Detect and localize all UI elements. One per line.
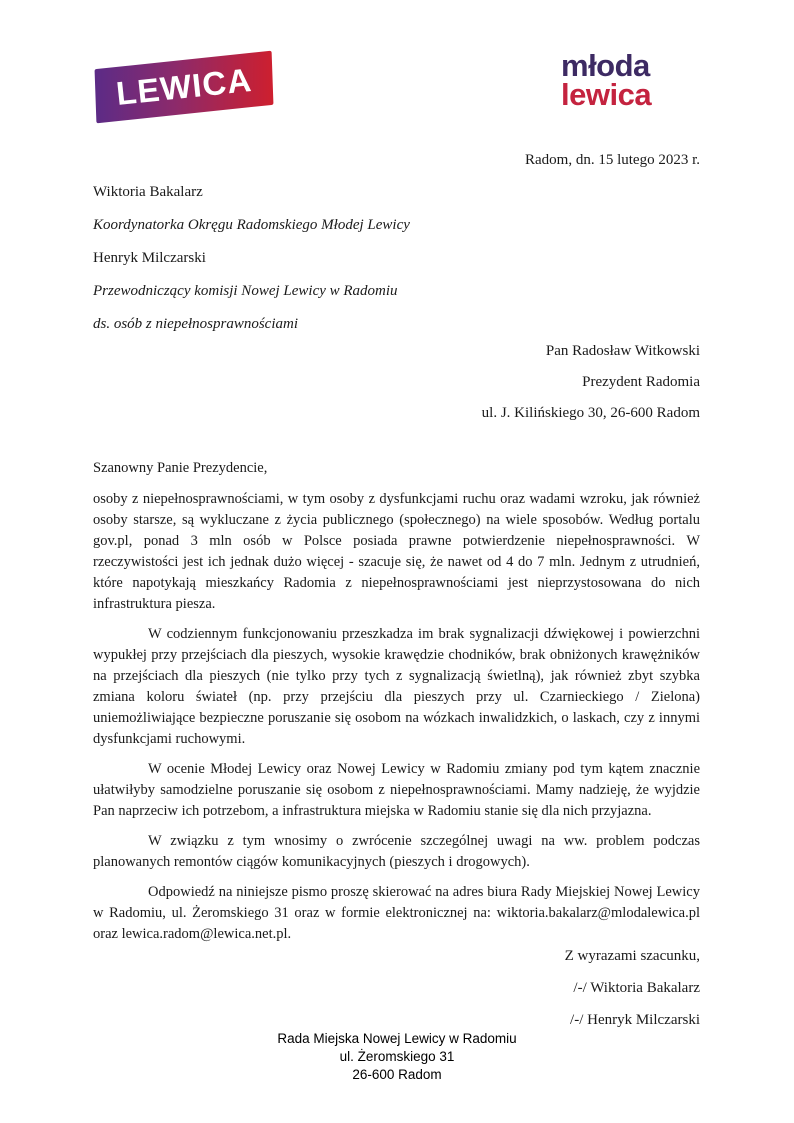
sender-role-2a: Przewodniczący komisji Nowej Lewicy w Radomiu bbox=[93, 283, 398, 299]
sender-name-1: Wiktoria Bakalarz bbox=[93, 184, 203, 200]
mloda-lewica-logo bbox=[561, 48, 652, 112]
paragraph-1: osoby z niepełnosprawnościami, w tym osoby z dysfunkcjami ruchu oraz wadami wzroku, jak również osoby starsze, są wykluczane z życia publicznego (społecznego) na wiele sposobów. Według portalu gov.pl, ponad 3 mln osób w Polsce posiada prawne potwierdzenie niepełnosprawności. W rzeczywistości jest ich jednak dużo więcej - szacuje się, że nawet od 4 do 7 mln. Jednym z utrudnień, które napotykają mieszkańcy Radomia z niepełnosprawnościami jest nieprzystosowana do nich infrastruktura piesza. bbox=[93, 491, 700, 612]
signature-2: /-/ Henryk Milczarski bbox=[570, 1012, 700, 1028]
closing-block bbox=[565, 936, 700, 1036]
letter-body bbox=[93, 450, 700, 954]
recipient-block bbox=[482, 336, 700, 429]
lewica-logo bbox=[95, 54, 277, 120]
recipient-name: Pan Radosław Witkowski bbox=[545, 343, 700, 359]
mloda-logo-word-mloda: młoda bbox=[561, 48, 650, 83]
sender-name-2: Henryk Milczarski bbox=[93, 250, 206, 266]
letter-footer bbox=[0, 1026, 794, 1084]
sender-block bbox=[93, 176, 410, 341]
sender-role-1: Koordynatorka Okręgu Radomskiego Młodej Lewicy bbox=[93, 217, 410, 233]
lewica-logo-text: LEWICA bbox=[114, 60, 254, 113]
sender-role-2b: ds. osób z niepełnosprawnościami bbox=[93, 316, 299, 332]
closing-phrase: Z wyrazami szacunku, bbox=[564, 948, 700, 964]
footer-city: 26-600 Radom bbox=[352, 1067, 442, 1082]
date-line: Radom, dn. 15 lutego 2023 r. bbox=[525, 152, 700, 168]
paragraph-5: Odpowiedź na niniejsze pismo proszę skierować na adres biura Rady Miejskiej Nowej Lewicy w Radomiu, ul. Żeromskiego 31 oraz w formie elektronicznej na: wiktoria.bakalarz@mlodalewica.pl oraz lewica.radom@lewica.net.pl. bbox=[93, 884, 700, 942]
footer-street: ul. Żeromskiego 31 bbox=[339, 1049, 455, 1064]
lewica-logo-banner bbox=[95, 51, 274, 124]
salutation: Szanowny Panie Prezydencie, bbox=[93, 460, 268, 476]
recipient-address: ul. J. Kilińskiego 30, 26-600 Radom bbox=[481, 405, 700, 421]
signature-1: /-/ Wiktoria Bakalarz bbox=[573, 980, 700, 996]
paragraph-2: W codziennym funkcjonowaniu przeszkadza im brak sygnalizacji dźwiękowej i powierzchni wypukłej przy przejściach dla pieszych, wysokie krawędzie chodników, brak obniżonych krawężników na przejściach dla pieszych (nie tylko przy tych z sygnalizacją świetlną), jak również zbyt szybka zmiana koloru świateł (np. przy przejściu dla pieszych przy ul. Czarnieckiego / Zielona) uniemożliwiające bezpieczne poruszanie się osobom na wózkach inwalidzkich, o laskach, czy z innymi dysfunkcjami ruchowymi. bbox=[93, 626, 700, 747]
footer-org: Rada Miejska Nowej Lewicy w Radomiu bbox=[277, 1031, 517, 1046]
paragraph-3: W ocenie Młodej Lewicy oraz Nowej Lewicy w Radomiu zmiany pod tym kątem znacznie ułatwiłyby samodzielne poruszanie się osobom z niepełnosprawnościami. Mamy nadzieję, że wyjdzie Pan naprzeciw ich potrzebom, a infrastruktura miejska w Radomiu stanie się dla nich przyjazna. bbox=[93, 761, 700, 819]
paragraph-4: W związku z tym wnosimy o zwrócenie szczególnej uwagi na ww. problem podczas planowanych remontów ciągów komunikacyjnych (pieszych i drogowych). bbox=[93, 833, 700, 870]
recipient-title: Prezydent Radomia bbox=[582, 374, 700, 390]
mloda-logo-word-lewica: lewica bbox=[561, 76, 652, 112]
